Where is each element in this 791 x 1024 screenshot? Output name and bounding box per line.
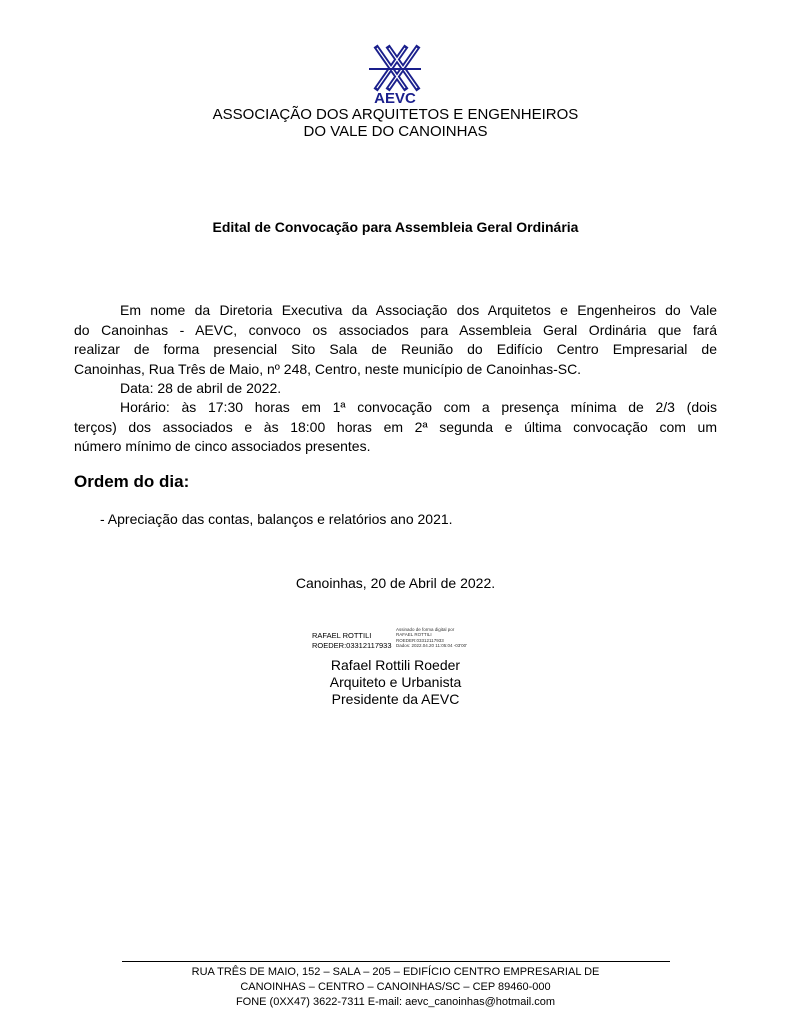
- organization-name-line2: DO VALE DO CANOINHAS: [303, 123, 488, 140]
- intro-line: Canoinhas, Rua Três de Maio, nº 248, Centro, neste município de Canoinhas-SC.: [74, 360, 582, 377]
- signature-stamp-name-line2: ROEDER:03312117933: [312, 641, 392, 650]
- signatory-block: [0, 657, 791, 708]
- digital-signature-details: [396, 627, 467, 649]
- aevc-logo: [365, 44, 425, 106]
- document-title: Edital de Convocação para Assembleia Geral Ordinária: [212, 219, 579, 235]
- footer-address: [0, 965, 791, 1010]
- schedule-paragraph: [74, 398, 717, 457]
- footer-divider: [122, 961, 670, 962]
- agenda-item: - Apreciação das contas, balanços e relatórios ano 2021.: [100, 511, 453, 527]
- intro-paragraph: [74, 301, 717, 379]
- signatory-name: Rafael Rottili Roeder: [330, 657, 461, 673]
- logo-text: AEVC: [374, 90, 416, 106]
- intro-line: Em nome da Diretoria Executiva da Associação dos Arquitetos e Engenheiros do Vale: [120, 302, 717, 318]
- signature-detail-line: RAFAEL ROTTILI: [396, 632, 432, 638]
- footer-line1: RUA TRÊS DE MAIO, 152 – SALA – 205 – EDIFÍCIO CENTRO EMPRESARIAL DE: [191, 966, 600, 978]
- place-and-date: Canoinhas, 20 de Abril de 2022.: [295, 575, 496, 591]
- signatory-position: Presidente da AEVC: [331, 691, 460, 707]
- signature-stamp-name-line1: RAFAEL ROTTILI: [312, 631, 372, 640]
- organization-name-line1: ASSOCIAÇÃO DOS ARQUITETOS E ENGENHEIROS: [212, 106, 579, 123]
- intro-line: do Canoinhas - AEVC, convoco os associados para Assembleia Geral Ordinária que fará: [74, 321, 717, 338]
- digital-signature-name: [312, 631, 392, 651]
- date-paragraph: [74, 379, 717, 399]
- agenda-heading: Ordem do dia:: [74, 472, 190, 491]
- schedule-line: Horário: às 17:30 horas em 1ª convocação com a presença mínima de 2/3 (dois: [120, 399, 717, 415]
- schedule-line: número mínimo de cinco associados presentes.: [74, 438, 371, 454]
- signature-detail-line: Dados: 2022.04.20 11:05:04 -03'00': [396, 643, 467, 649]
- signature-detail-line: ROEDER:03312117933: [396, 637, 444, 643]
- footer-line3: FONE (0XX47) 3622-7311 E-mail: aevc_canoinhas@hotmail.com: [235, 996, 556, 1008]
- meeting-date: Data: 28 de abril de 2022.: [120, 380, 282, 396]
- footer-line2: CANOINHAS – CENTRO – CANOINHAS/SC – CEP 89460-000: [240, 981, 551, 993]
- intro-line: realizar de forma presencial Sito Sala de Reunião do Edifício Centro Empresarial de: [74, 341, 717, 357]
- schedule-line: terços) dos associados e às 18:00 horas em 2ª segunda e última convocação com um: [74, 418, 717, 435]
- signatory-role: Arquiteto e Urbanista: [329, 674, 462, 690]
- signature-detail-line: Assinado de forma digital por: [396, 627, 455, 632]
